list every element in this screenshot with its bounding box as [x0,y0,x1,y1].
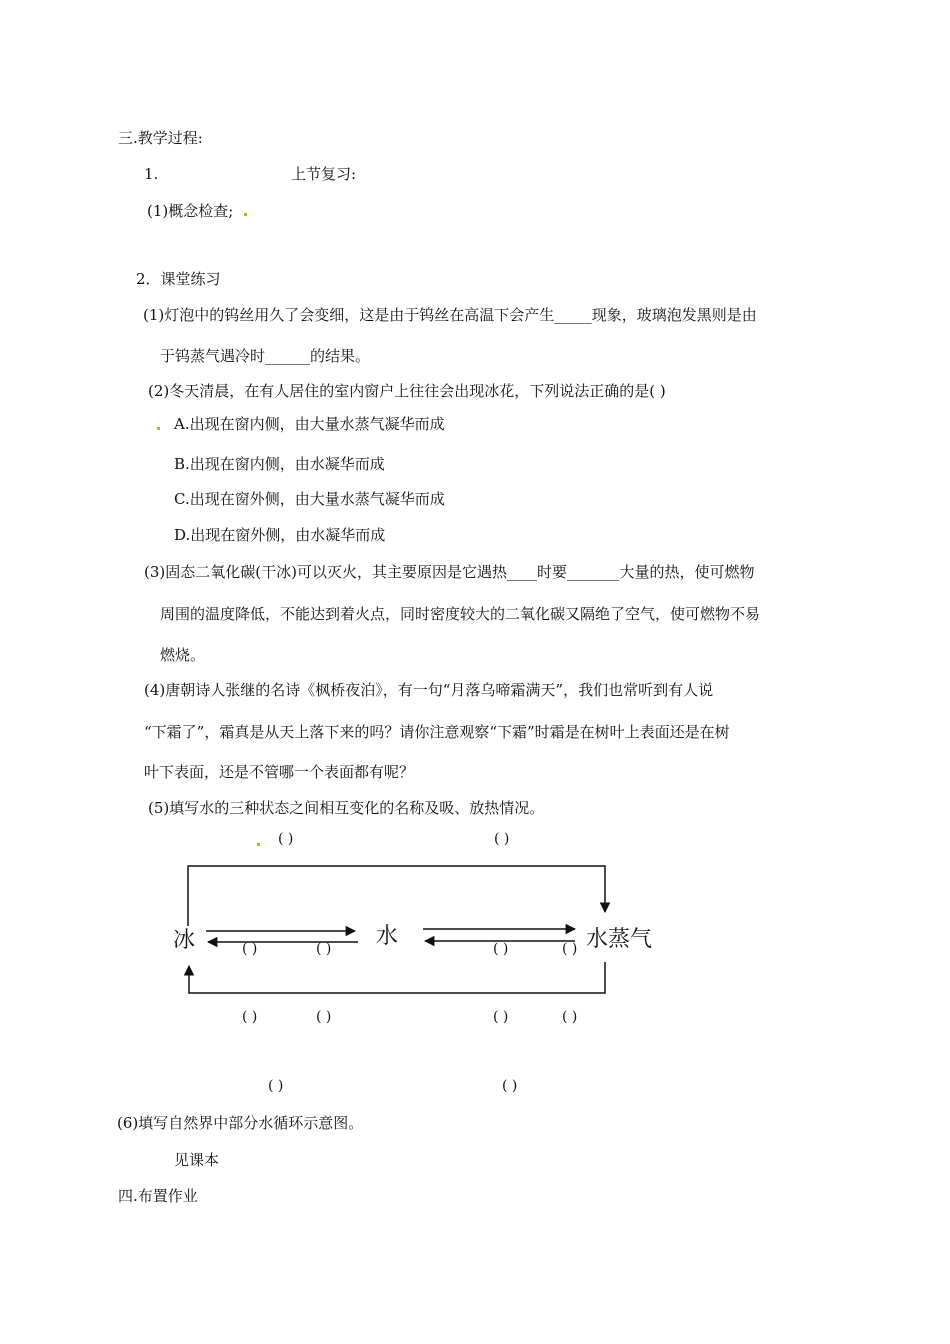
review-title: 上节复习: [291,165,357,183]
question-1-line-1: (1)灯泡中的钨丝用久了会变细，这是由于钨丝在高温下会产生_____现象，玻璃泡发黑则是由 [143,306,757,324]
concept-check: (1)概念检查; [147,202,234,220]
section-3-heading: 三.教学过程: [118,129,203,147]
question-4-line-2: “下霜了”，霜真是从天上落下来的吗？请你注意观察“下霜”时霜是在树叶上表面还是在树 [144,723,730,741]
blank-lower-3: ( ) [493,1009,509,1025]
question-2: (2)冬天清晨，在有人居住的室内窗户上往往会出现冰花，下列说法正确的是( ) [148,382,666,400]
question-6-answer: 见课本 [174,1151,220,1169]
section-4-heading: 四.布置作业 [118,1187,198,1205]
label-ice: 冰 [173,928,196,953]
practice-heading: 2．课堂练习 [136,270,221,288]
blank-top-right: ( ) [494,831,510,847]
option-d: D.出现在窗外侧，由水凝华而成 [174,526,386,544]
blank-middle-2: ( ) [316,941,332,957]
question-3-line-2: 周围的温度降低，不能达到着火点，同时密度较大的二氧化碳又隔绝了空气，使可燃物不易 [160,605,761,623]
option-c: C.出现在窗外侧，由大量水蒸气凝华而成 [174,490,445,508]
arrow-ice-to-vapor [188,866,605,926]
question-1-line-2: 于钨蒸气遇冷时______的结果。 [160,347,371,365]
question-6: (6)填写自然界中部分水循环示意图。 [117,1114,364,1132]
blank-middle-1: ( ) [242,941,258,957]
blank-lower-1: ( ) [242,1009,258,1025]
blank-lower-4: ( ) [562,1009,578,1025]
blank-bottom-left: ( ) [268,1078,284,1094]
label-vapor: 水蒸气 [586,927,653,952]
blank-top-left: ( ) [278,831,294,847]
blank-middle-4: ( ) [562,941,578,957]
question-5: (5)填写水的三种状态之间相互变化的名称及吸、放热情况。 [148,799,545,817]
option-b: B.出现在窗内侧，由水凝华而成 [174,455,385,473]
blank-bottom-right: ( ) [502,1078,518,1094]
option-a: A.出现在窗内侧，由大量水蒸气凝华而成 [174,415,445,433]
review-number: 1. [144,165,159,183]
question-3-line-3: 燃烧。 [160,646,206,664]
question-3-line-1: (3)固态二氧化碳(干冰)可以灭火，其主要原因是它遇热____时要_______大量的热，使可燃物 [144,563,755,581]
label-water: 水 [376,924,399,949]
blank-middle-3: ( ) [493,941,509,957]
question-4-line-1: (4)唐朝诗人张继的名诗《枫桥夜泊》，有一句“月落乌啼霜满天”，我们也常听到有人说 [144,681,714,699]
blank-lower-2: ( ) [316,1009,332,1025]
question-4-line-3: 叶下表面，还是不管哪一个表面都有呢？ [144,763,415,781]
arrow-vapor-to-ice [189,962,605,993]
